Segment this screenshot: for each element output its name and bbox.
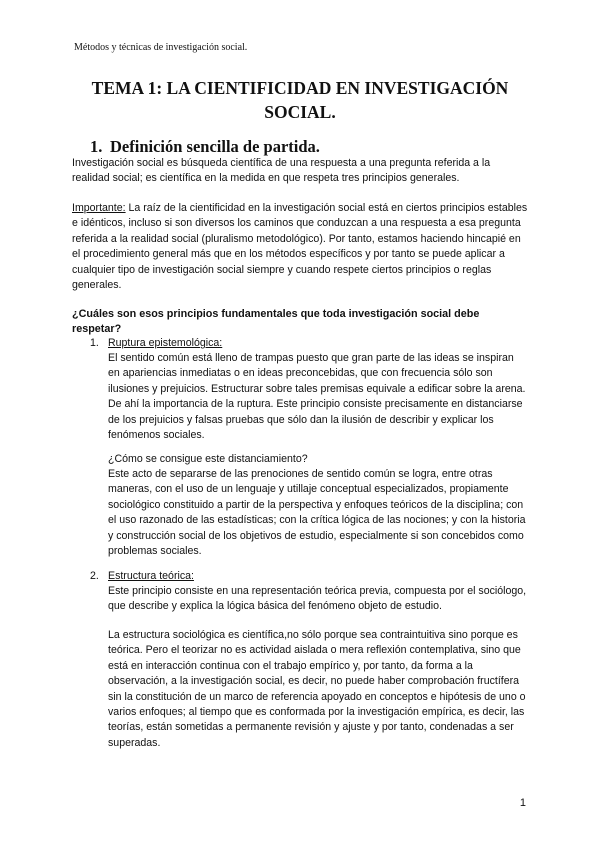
list-number: 1. <box>90 337 99 349</box>
list-number: 2. <box>90 570 99 582</box>
running-header: Métodos y técnicas de investigación social. <box>74 42 248 53</box>
section-heading-text: Definición sencilla de partida. <box>110 137 320 156</box>
section-number: 1. <box>90 137 103 156</box>
principles-question: ¿Cuáles son esos principios fundamentales que toda investigación social debe respetar? <box>72 308 480 336</box>
principle-question: ¿Cómo se consigue este distanciamiento? <box>108 453 308 465</box>
page-title: TEMA 1: LA CIENTIFICIDAD EN INVESTIGACIÓN SOCIAL. <box>91 78 509 122</box>
principle-title: Estructura teórica: <box>108 570 194 582</box>
principle-paragraph: La estructura sociológica es científica,no sólo porque sea contraintuitiva sino porque es teórica. Pero el teorizar no es actividad aislada o mera reflexión contemplativa, sino que está en interacción continua con el trabajo empírico y, por tanto, da forma a la observación, a la investigación social, es decir, no puede haber comprobación fructífera sin la constitución de un marco de referencia apoyado en conceptos e hipótesis de uno o varios enfoques; al tiempo que es conformada por la investigación empírica, es decir, las teorías, están sometidas a permanente revisión y ajuste y por tanto, condenadas a ser superadas. <box>108 629 526 749</box>
section-heading <box>90 137 320 157</box>
page-number: 1 <box>519 797 526 809</box>
principle-paragraph: El sentido común está lleno de trampas puesto que gran parte de las ideas se inspiran en apariencias inmediatas o en ideas preconcebidas, que con frecuencia sólo son ilusiones y prejuicios. Estructurar sobre tales premisas equivale a edificar sobre la arena. De ahí la importancia de la ruptura. Este principio consiste precisamente en distanciarse de los prejuicios y falsas pruebas que sólo dan la ilusión de describir y explicar los fenómenos sociales. <box>108 352 526 442</box>
principle-title: Ruptura epistemológica: <box>108 337 223 349</box>
principle-paragraph: Este principio consiste en una representación teórica previa, compuesta por el sociólogo, que describe y explica la lógica básica del fenómeno objeto de estudio. <box>108 585 527 613</box>
important-paragraph <box>72 201 528 293</box>
important-text: La raíz de la cientificidad en la investigación social está en ciertos principios estables e idénticos, incluso si son diversos los caminos que conduzcan a una respuesta a esa pregunta referida a la realidad social (pluralismo metodológico). Por tanto, estamos haciendo hincapié en el procedimiento general más que en los métodos específicos y por tanto se puede aplicar a cualquier tipo de investigación social siempre y cuando respete ciertos principios o reglas generales. <box>72 202 528 292</box>
intro-paragraph: Investigación social es búsqueda científica de una respuesta a una pregunta referida a la realidad social; es científica en la medida en que respeta tres principios generales. <box>72 157 491 185</box>
important-label: Importante: <box>72 202 126 214</box>
principle-paragraph: Este acto de separarse de las prenociones de sentido común se logra, entre otras maneras, con el uso de un lenguaje y utillaje conceptual especializados, propiamente sociológico constituido a partir de la perspectiva y enfoques teóricos de la disciplina; con el uso razonado de las estadísticas; con la crítica lógica de las nociones; y con la historia y construcción social de los objetivos de estudio, especialmente si son concebidos como problemas sociales. <box>108 468 526 558</box>
